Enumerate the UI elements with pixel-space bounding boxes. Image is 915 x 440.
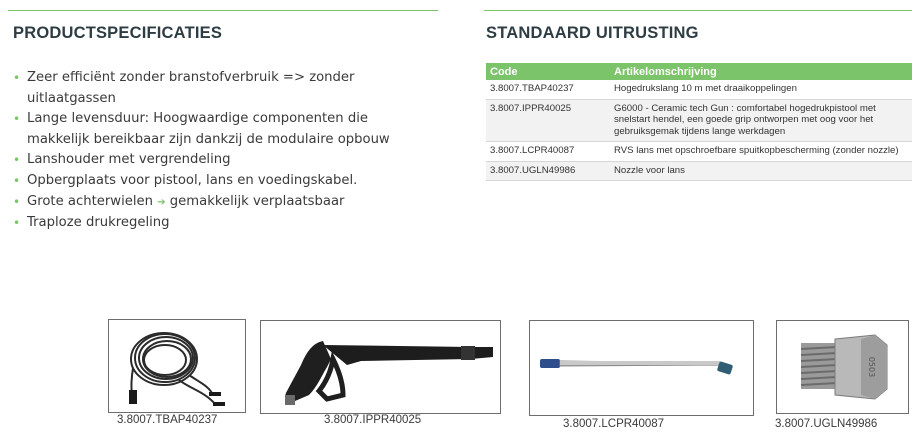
cell-description: Hogedrukslang 10 m met draaikoppelingen bbox=[610, 80, 912, 99]
spec-item-text: Lanshouder met vergrendeling bbox=[27, 152, 231, 168]
column-header-code: Code bbox=[486, 63, 610, 80]
spec-item bbox=[12, 171, 432, 192]
product-photo-hose bbox=[108, 319, 246, 413]
spec-item-text: gemakkelijk verplaatsbaar bbox=[169, 193, 345, 209]
nozzle-icon bbox=[777, 321, 908, 413]
hose-icon bbox=[109, 320, 245, 412]
cell-code: 3.8007.IPPR40025 bbox=[486, 99, 610, 142]
spray-gun-icon bbox=[261, 321, 500, 413]
spec-item bbox=[12, 150, 432, 171]
table-header-row bbox=[486, 63, 912, 80]
spec-item bbox=[12, 192, 432, 214]
photo-caption: 3.8007.IPPR40025 bbox=[324, 414, 422, 426]
spec-item-text: Zeer efficiënt zonder branstofverbruik => zonder uitlaatgassen bbox=[27, 70, 355, 106]
cell-code: 3.8007.UGLN49986 bbox=[486, 161, 610, 181]
cell-code: 3.8007.TBAP40237 bbox=[486, 80, 610, 99]
product-photo-gun bbox=[260, 320, 501, 414]
equipment-title: STANDAARD UITRUSTING bbox=[486, 24, 699, 42]
product-photo-nozzle bbox=[776, 320, 909, 414]
table-row bbox=[486, 99, 912, 142]
nozzle-label: 0503 bbox=[867, 356, 876, 378]
photo-caption: 3.8007.UGLN49986 bbox=[775, 418, 878, 430]
spec-item-text: Traploze drukregeling bbox=[27, 215, 170, 231]
table-row bbox=[486, 142, 912, 162]
cell-code: 3.8007.LCPR40087 bbox=[486, 142, 610, 162]
spec-item-text: Grote achterwielen bbox=[27, 193, 153, 209]
divider-right bbox=[484, 10, 912, 11]
table-row bbox=[486, 80, 912, 99]
spec-item-text: Lange levensduur: Hoogwaardige componenten die makkelijk bereikbaar zijn dankzij de modulaire opbouw bbox=[27, 111, 390, 147]
divider-left bbox=[8, 10, 438, 11]
arrow-right-icon: ➔ bbox=[157, 196, 166, 208]
cell-description: Nozzle voor lans bbox=[610, 161, 912, 181]
product-photo-lance bbox=[529, 320, 754, 416]
photo-caption: 3.8007.LCPR40087 bbox=[563, 418, 665, 430]
lance-icon bbox=[530, 321, 753, 415]
column-header-description: Artikelomschrijving bbox=[610, 63, 912, 80]
spec-item-text: Opbergplaats voor pistool, lans en voedingskabel. bbox=[27, 172, 358, 188]
table-row bbox=[486, 161, 912, 181]
cell-description: G6000 - Ceramic tech Gun : comfortabel hogedrukpistool met snelstart hendel, een goede grip ontworpen met oog voor het gebruiksgemak tijdens lange werkdagen bbox=[610, 99, 912, 142]
equipment-table bbox=[486, 63, 912, 181]
spec-item bbox=[12, 68, 432, 109]
spec-list bbox=[12, 68, 432, 234]
cell-description: RVS lans met opschroefbare spuitkopbescherming (zonder nozzle) bbox=[610, 142, 912, 162]
spec-item bbox=[12, 109, 432, 150]
photo-caption: 3.8007.TBAP40237 bbox=[117, 414, 218, 426]
specs-title: PRODUCTSPECIFICATIES bbox=[13, 24, 223, 42]
spec-item bbox=[12, 213, 432, 234]
